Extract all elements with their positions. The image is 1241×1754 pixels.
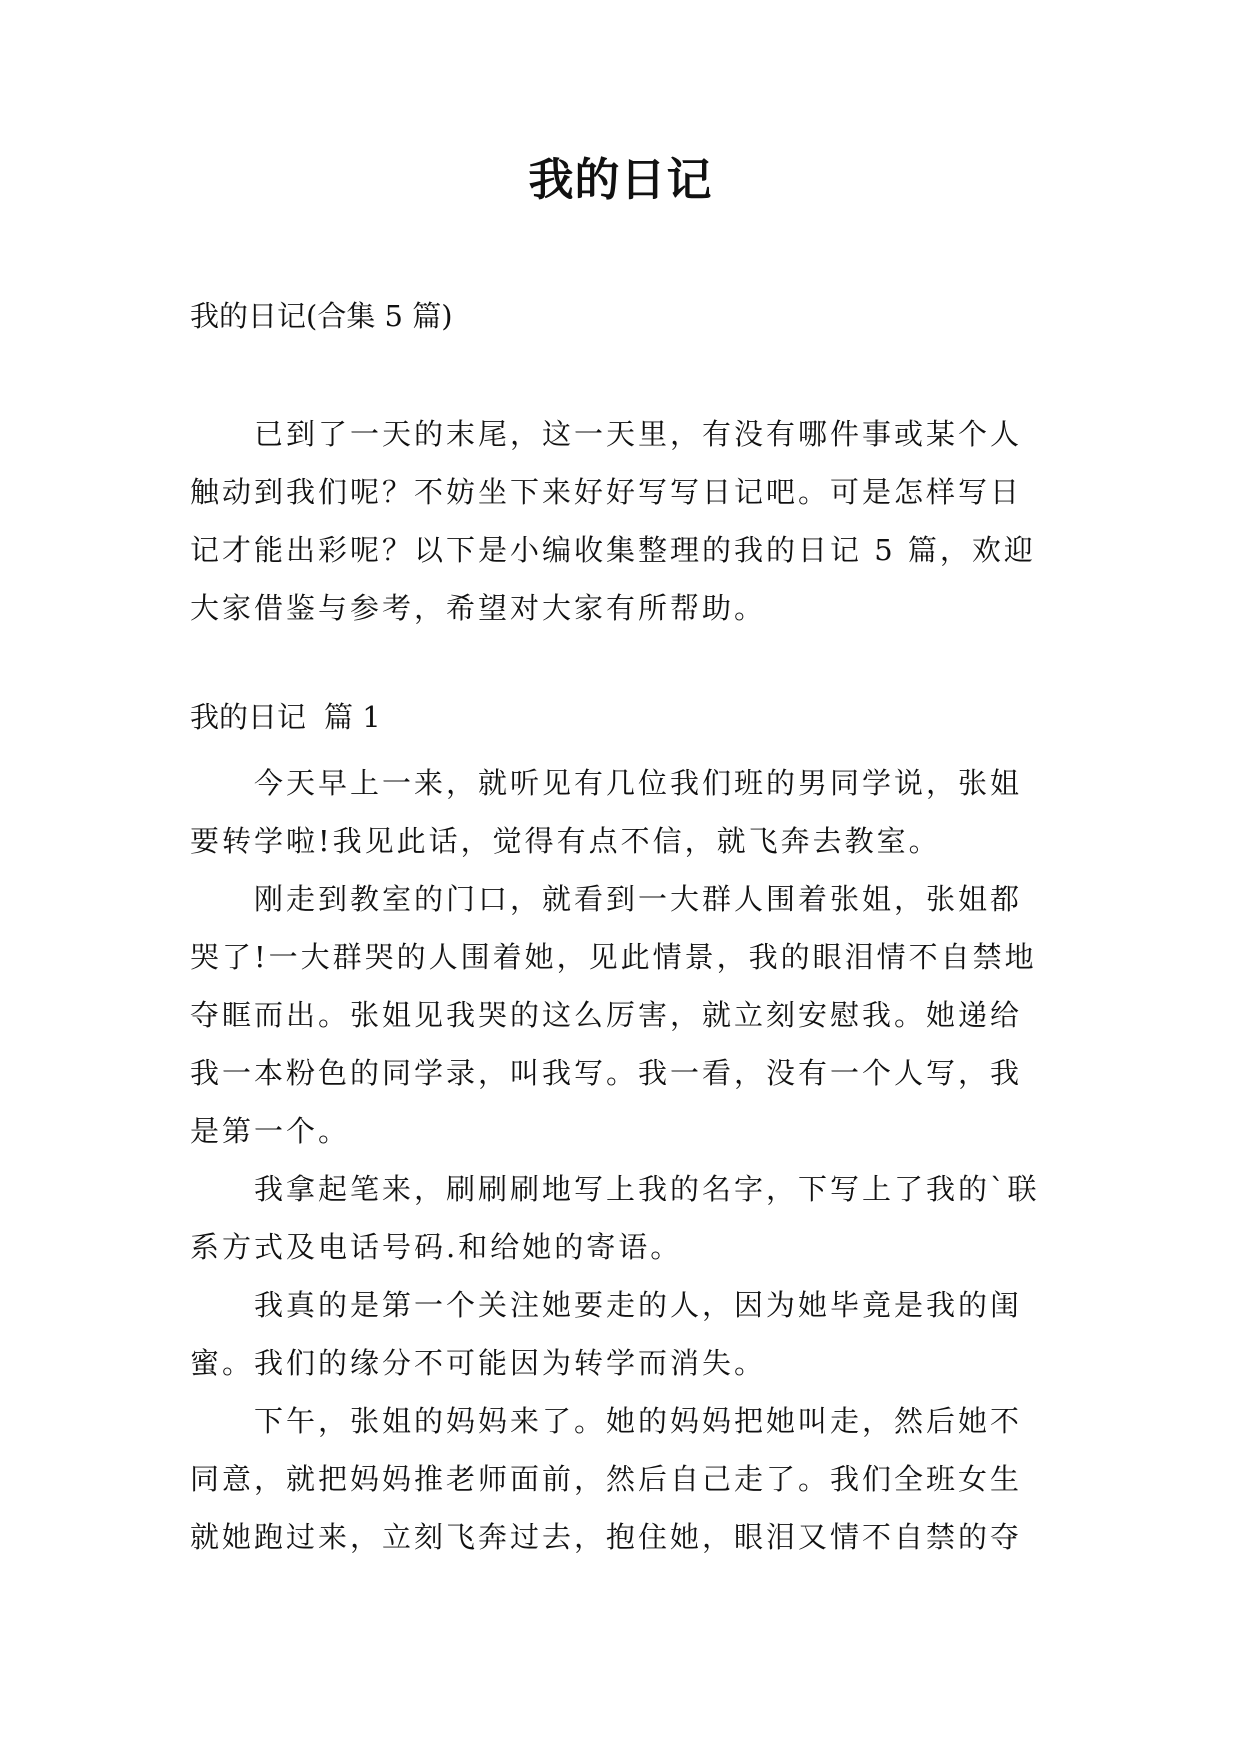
document-title: 我的日记 <box>528 153 713 206</box>
section-heading-title: 我的日记 <box>190 700 307 734</box>
document-subtitle: 我的日记(合集 5 篇) <box>190 299 453 333</box>
body-paragraph-text: 今天早上一来，就听见有几位我们班的男同学说，张姐要转学啦!我见此话，觉得有点不信，就飞奔去教室。 <box>190 766 1023 858</box>
body-paragraph-text: 刚走到教室的门口，就看到一大群人围着张姐，张姐都哭了!一大群哭的人围着她，见此情景，我的眼泪情不自禁地夺眶而出。张姐见我哭的这么厉害，就立刻安慰我。她递给我一本粉色的同学录，叫我写。我一看，没有一个人写，我是第一个。 <box>190 882 1037 1148</box>
body-paragraph-text: 下午，张姐的妈妈来了。她的妈妈把她叫走，然后她不同意，就把妈妈推老师面前，然后自己走了。我们全班女生就她跑过来，立刻飞奔过去，抱住她，眼泪又情不自禁的夺 <box>190 1404 1023 1554</box>
body-paragraph <box>190 870 1050 1160</box>
body-paragraph <box>190 1392 1050 1566</box>
section-heading-number: 篇 1 <box>324 700 381 734</box>
body-paragraph <box>190 1276 1050 1392</box>
body-paragraph-text: 我真的是第一个关注她要走的人，因为她毕竟是我的闺蜜。我们的缘分不可能因为转学而消失。 <box>190 1288 1023 1380</box>
body-paragraph-text: 我拿起笔来，刷刷刷地写上我的名字，下写上了我的`联系方式及电话号码.和给她的寄语。 <box>190 1172 1040 1264</box>
section-body <box>190 754 1050 1566</box>
section-heading <box>190 697 381 737</box>
intro-paragraph <box>190 405 1050 637</box>
body-paragraph <box>190 754 1050 870</box>
intro-text: 已到了一天的末尾，这一天里，有没有哪件事或某个人触动到我们呢？不妨坐下来好好写写日记吧。可是怎样写日记才能出彩呢？以下是小编收集整理的我的日记 5 篇，欢迎大家借鉴与参考，希望对大家有所帮助。 <box>190 417 1036 625</box>
body-paragraph <box>190 1160 1050 1276</box>
